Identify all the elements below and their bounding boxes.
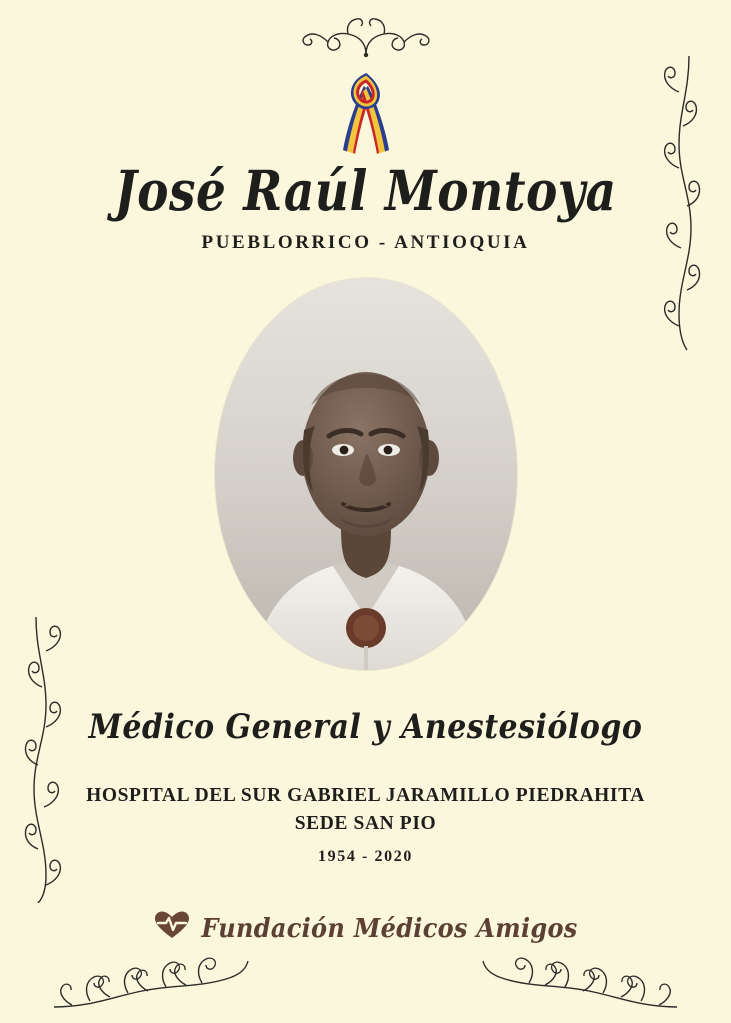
floral-flourish-icon — [300, 14, 432, 58]
mourning-ribbon-icon — [0, 72, 731, 158]
hospital-line-2: SEDE SAN PIO — [294, 812, 437, 834]
life-years: 1954 - 2020 — [318, 848, 413, 865]
portrait-photo — [215, 278, 517, 670]
hospital-name — [0, 782, 731, 837]
specialty-title: Médico General y Anestesiólogo — [88, 708, 643, 748]
floral-flourish-icon — [50, 949, 250, 1011]
foundation-brand — [0, 910, 731, 945]
page-title: José Raúl Montoya — [114, 159, 617, 225]
memorial-place: PUEBLORRICO - ANTIOQUIA — [201, 232, 530, 253]
hospital-line-1: HOSPITAL DEL SUR GABRIEL JARAMILLO PIEDRAHITA — [86, 785, 645, 806]
foundation-name: Fundación Médicos Amigos — [201, 911, 578, 944]
heartbeat-icon — [153, 910, 191, 945]
floral-flourish-icon — [481, 949, 681, 1011]
